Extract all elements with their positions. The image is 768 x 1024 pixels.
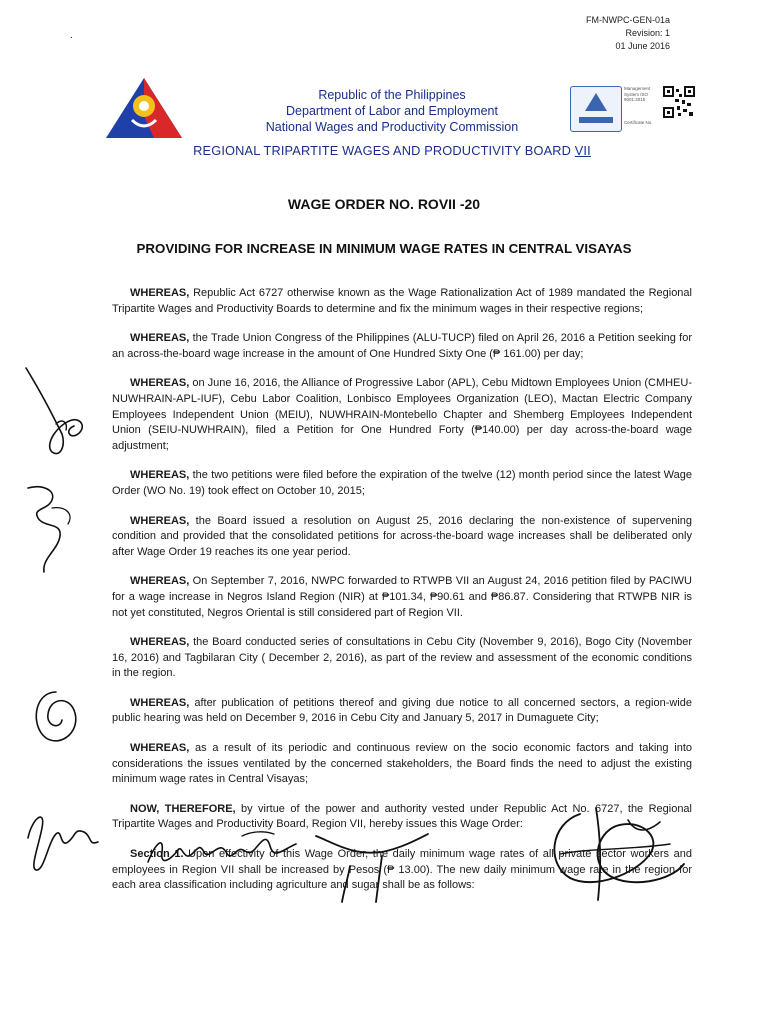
whereas-clause	[112, 376, 692, 454]
clause-lead: WHEREAS,	[130, 575, 190, 588]
clause-text: as a result of its periodic and continuous review on the socio economic factors and taking into considerations the issues ventilated by the concerned stakeholders, the Board finds the need to adjust the existing minimum wage rates in Central Visayas;	[112, 742, 692, 786]
clause-lead: WHEREAS,	[130, 636, 190, 649]
whereas-clause	[112, 514, 692, 561]
whereas-clause	[112, 741, 692, 788]
signature-bottom-1	[142, 822, 302, 882]
header-commission: National Wages and Productivity Commission	[265, 120, 519, 134]
certification-number: Certificate No.	[624, 120, 653, 125]
whereas-clause	[112, 286, 692, 317]
margin-signature-3	[26, 686, 86, 746]
clause-lead: Section 1.	[130, 848, 184, 861]
clause-lead: WHEREAS,	[130, 287, 190, 299]
clause-lead: WHEREAS,	[130, 469, 190, 482]
whereas-clause	[112, 468, 692, 499]
clause-text: the two petitions were filed before the expiration of the twelve (12) month period since the latest Wage Order (WO No. 19) took effect on October 10, 2015;	[112, 469, 692, 497]
tuv-certification-icon	[570, 86, 622, 132]
whereas-clause	[112, 331, 692, 362]
board-region: VII	[574, 143, 591, 158]
form-number: FM-NWPC-GEN-01a	[585, 15, 670, 25]
wage-order-title: WAGE ORDER NO. ROVII -20	[287, 196, 481, 212]
whereas-clause	[112, 696, 692, 727]
board-name	[174, 143, 610, 158]
clause-lead: WHEREAS,	[130, 514, 190, 527]
clause-text: on June 16, 2016, the Alliance of Progressive Labor (APL), Cebu Midtown Employees Union (CMHEU-NUWHRAIN-APL-IUF), Cebu Labor Coalition, Lonbisco Employees Organization (LEO), Mactan Electric Company Employees Independent Union (MEIU), NUWHRAIN-Montebello Chapter and Shemberg Employees Independent Union (SEIU-NUWHRAIN), filed a Petition for One Hundred Forty (₱140.00) per day across-the-board wage adjustment;	[112, 377, 692, 452]
clause-text: after publication of petitions thereof and giving due notice to all concerned sectors, a region-wide public hearing was held on December 9, 2016 in Cebu City and January 5, 2017 in Dumaguete City;	[112, 696, 692, 725]
header-republic: Republic of the Philippines	[318, 88, 466, 102]
clause-text: the Board issued a resolution on August 25, 2016 declaring the non-existence of supervening condition and provided that the consolidated petitions for across-the-board wage increases shall be deliberated only after Wage Order 19 reaches its one year period.	[112, 514, 692, 558]
margin-signature-1	[22, 364, 92, 464]
clause-lead: NOW, THEREFORE,	[130, 802, 236, 815]
whereas-clause	[112, 574, 692, 621]
dole-logo-icon	[104, 76, 184, 140]
stray-mark: .	[70, 30, 73, 41]
board-name-text: REGIONAL TRIPARTITE WAGES AND PRODUCTIVITY BOARD	[193, 143, 575, 158]
clause-lead: WHEREAS,	[130, 696, 190, 709]
revision-date: 01 June 2016	[615, 41, 670, 51]
qr-code-icon	[663, 86, 695, 118]
clause-text: the Trade Union Congress of the Philippines (ALU-TUCP) filed on April 26, 2016 a Petition seeking for an across-the-board wage increase in the amount of One Hundred Sixty One (₱ 161.00) per day;	[112, 332, 692, 360]
clause-text: Upon effectivity of this Wage Order, the daily minimum wage rates of all private sector workers and employees in Region VII shall be increased by Pesos (₱ 13.00). The new daily minimum wage rate in the region for each area classification including agriculture and sugar shall be as follows:	[112, 848, 692, 892]
clause-lead: WHEREAS,	[130, 742, 190, 755]
clause-lead: WHEREAS,	[130, 332, 190, 345]
clause-text: the Board conducted series of consultations in Cebu City (November 9, 2016), Bogo City (November 16, 2016) and Tagbilaran City ( December 2, 2016), as part of the review and assessment of the economic conditions in the region.	[112, 636, 692, 680]
signature-bottom-3	[540, 804, 690, 904]
wage-order-subject: PROVIDING FOR INCREASE IN MINIMUM WAGE RATES IN CENTRAL VISAYAS	[136, 241, 632, 256]
clause-lead: WHEREAS,	[130, 377, 190, 390]
signature-bottom-2	[312, 826, 432, 904]
agency-header	[252, 87, 532, 135]
document-control-code	[586, 14, 670, 53]
margin-signature-4	[22, 798, 102, 878]
margin-signature-2	[22, 478, 82, 578]
clause-text: On September 7, 2016, NWPC forwarded to RTWPB VII an August 24, 2016 petition filed by PACIWU for a wage increase in Negros Island Region (NIR) at ₱101.34, ₱90.61 and ₱86.87. Considering that RTWPB NIR is not yet constituted, Negros Oriental is still considered part of Region VII.	[112, 575, 692, 619]
whereas-clause	[112, 635, 692, 682]
header-department: Department of Labor and Employment	[286, 104, 498, 118]
clause-text: Republic Act 6727 otherwise known as the Wage Rationalization Act of 1989 mandated the Regional Tripartite Wages and Productivity Boards to determine and fix the minimum wages in their respective regions;	[112, 287, 692, 315]
revision-number: Revision: 1	[625, 28, 670, 38]
certification-label: Management System ISO 9001:2015	[624, 86, 651, 102]
clause-text: by virtue of the power and authority vested under Republic Act No. 6727, the Regional Tripartite Wages and Productivity Board, Region VII, hereby issues this Wage Order:	[112, 802, 692, 831]
